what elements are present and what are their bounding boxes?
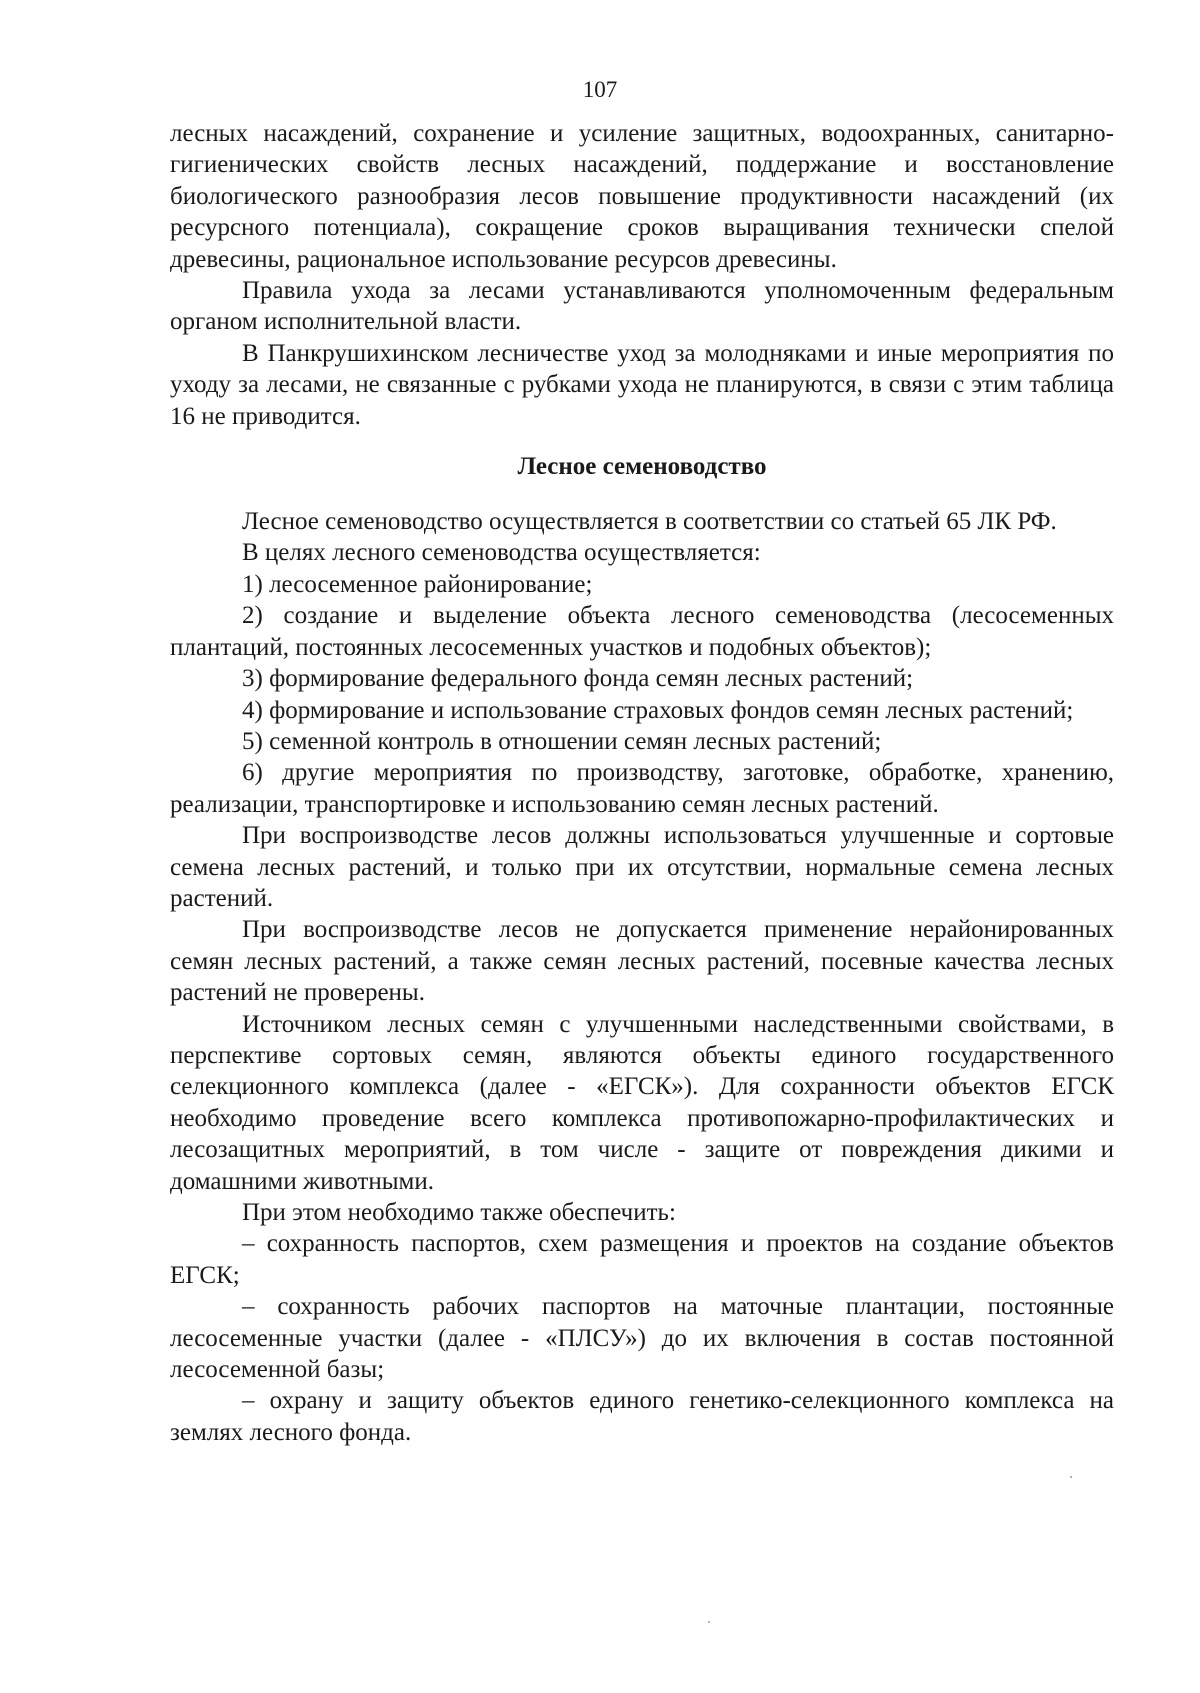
paragraph-non-zoned-seeds: При воспроизводстве лесов не допускается применение нерайонированных семян лесных растений, а также семян лесных растений, посевные качества лесных растений не проверены. bbox=[170, 916, 1114, 1007]
list-item-3: 3) формирование федерального фонда семян лесных растений; bbox=[242, 665, 914, 693]
list-item-4: 4) формирование и использование страховых фондов семян лесных растений; bbox=[242, 696, 1074, 724]
dash-item-working-passports: – сохранность рабочих паспортов на маточные плантации, постоянные лесосеменные участки (далее - «ПЛСУ») до их включения в состав постоянной лесосеменной базы; bbox=[170, 1293, 1114, 1384]
paragraph-egsk-source: Источником лесных семян с улучшенными наследственными свойствами, в перспективе сортовых семян, являются объекты единого государственного селекционного комплекса (далее - «ЕГСК»). Для сохранности объектов ЕГСК необходимо проведение всего комплекса противопожарно-профилактических и лесозащитных мероприятий, в том числе - защите от повреждения дикими и домашними животными. bbox=[170, 1010, 1114, 1195]
paragraph-forest-care-rules: Правила ухода за лесами устанавливаются уполномоченным федеральным органом исполнительной власти. bbox=[170, 277, 1114, 336]
paragraph-seed-goals-intro: В целях лесного семеноводства осуществляется: bbox=[242, 539, 761, 567]
dash-item-protection: – охрану и защиту объектов единого генетико-селекционного комплекса на землях лесного фонда. bbox=[170, 1387, 1114, 1446]
dash-item-passports: – сохранность паспортов, схем размещения и проектов на создание объектов ЕГСК; bbox=[170, 1230, 1114, 1289]
paragraph-continuation: лесных насаждений, сохранение и усиление защитных, водоохранных, санитарно-гигиенических свойств лесных насаждений, поддержание и восстановление биологического разнообразия лесов повышение продуктивности насаждений (их ресурсного потенциала), сокращение сроков выращивания технически спелой древесины, рациональное использование ресурсов древесины. bbox=[170, 120, 1114, 273]
list-item-1: 1) лесосеменное районирование; bbox=[242, 570, 593, 598]
paragraph-improved-seeds: При воспроизводстве лесов должны использоваться улучшенные и сортовые семена лесных растений, и только при их отсутствии, нормальные семена лесных растений. bbox=[170, 822, 1114, 912]
paragraph-ensure-intro: При этом необходимо также обеспечить: bbox=[242, 1199, 676, 1226]
list-item-2: 2) создание и выделение объекта лесного семеноводства (лесосеменных плантаций, постоянных лесосеменных участков и подобных объектов); bbox=[170, 602, 1114, 661]
list-item-6: 6) другие мероприятия по производству, заготовке, обработке, хранению, реализации, транспортировке и использованию семян лесных растений. bbox=[170, 759, 1114, 818]
document-body bbox=[170, 118, 1114, 1448]
scan-speck bbox=[708, 1621, 710, 1623]
paragraph-pankrushikha-forestry: В Панкрушихинском лесничестве уход за молодняками и иные мероприятия по уходу за лесами, не связанные с рубками ухода не планируются, в связи с этим таблица 16 не приводится. bbox=[170, 339, 1114, 430]
paragraph-seed-law: Лесное семеноводство осуществляется в соответствии со статьей 65 ЛК РФ. bbox=[242, 508, 1057, 536]
page-number: 107 bbox=[582, 77, 618, 102]
list-item-5: 5) семенной контроль в отношении семян лесных растений; bbox=[242, 727, 882, 755]
section-heading: Лесное семеноводство bbox=[517, 453, 767, 481]
scan-speck bbox=[1070, 1476, 1072, 1478]
